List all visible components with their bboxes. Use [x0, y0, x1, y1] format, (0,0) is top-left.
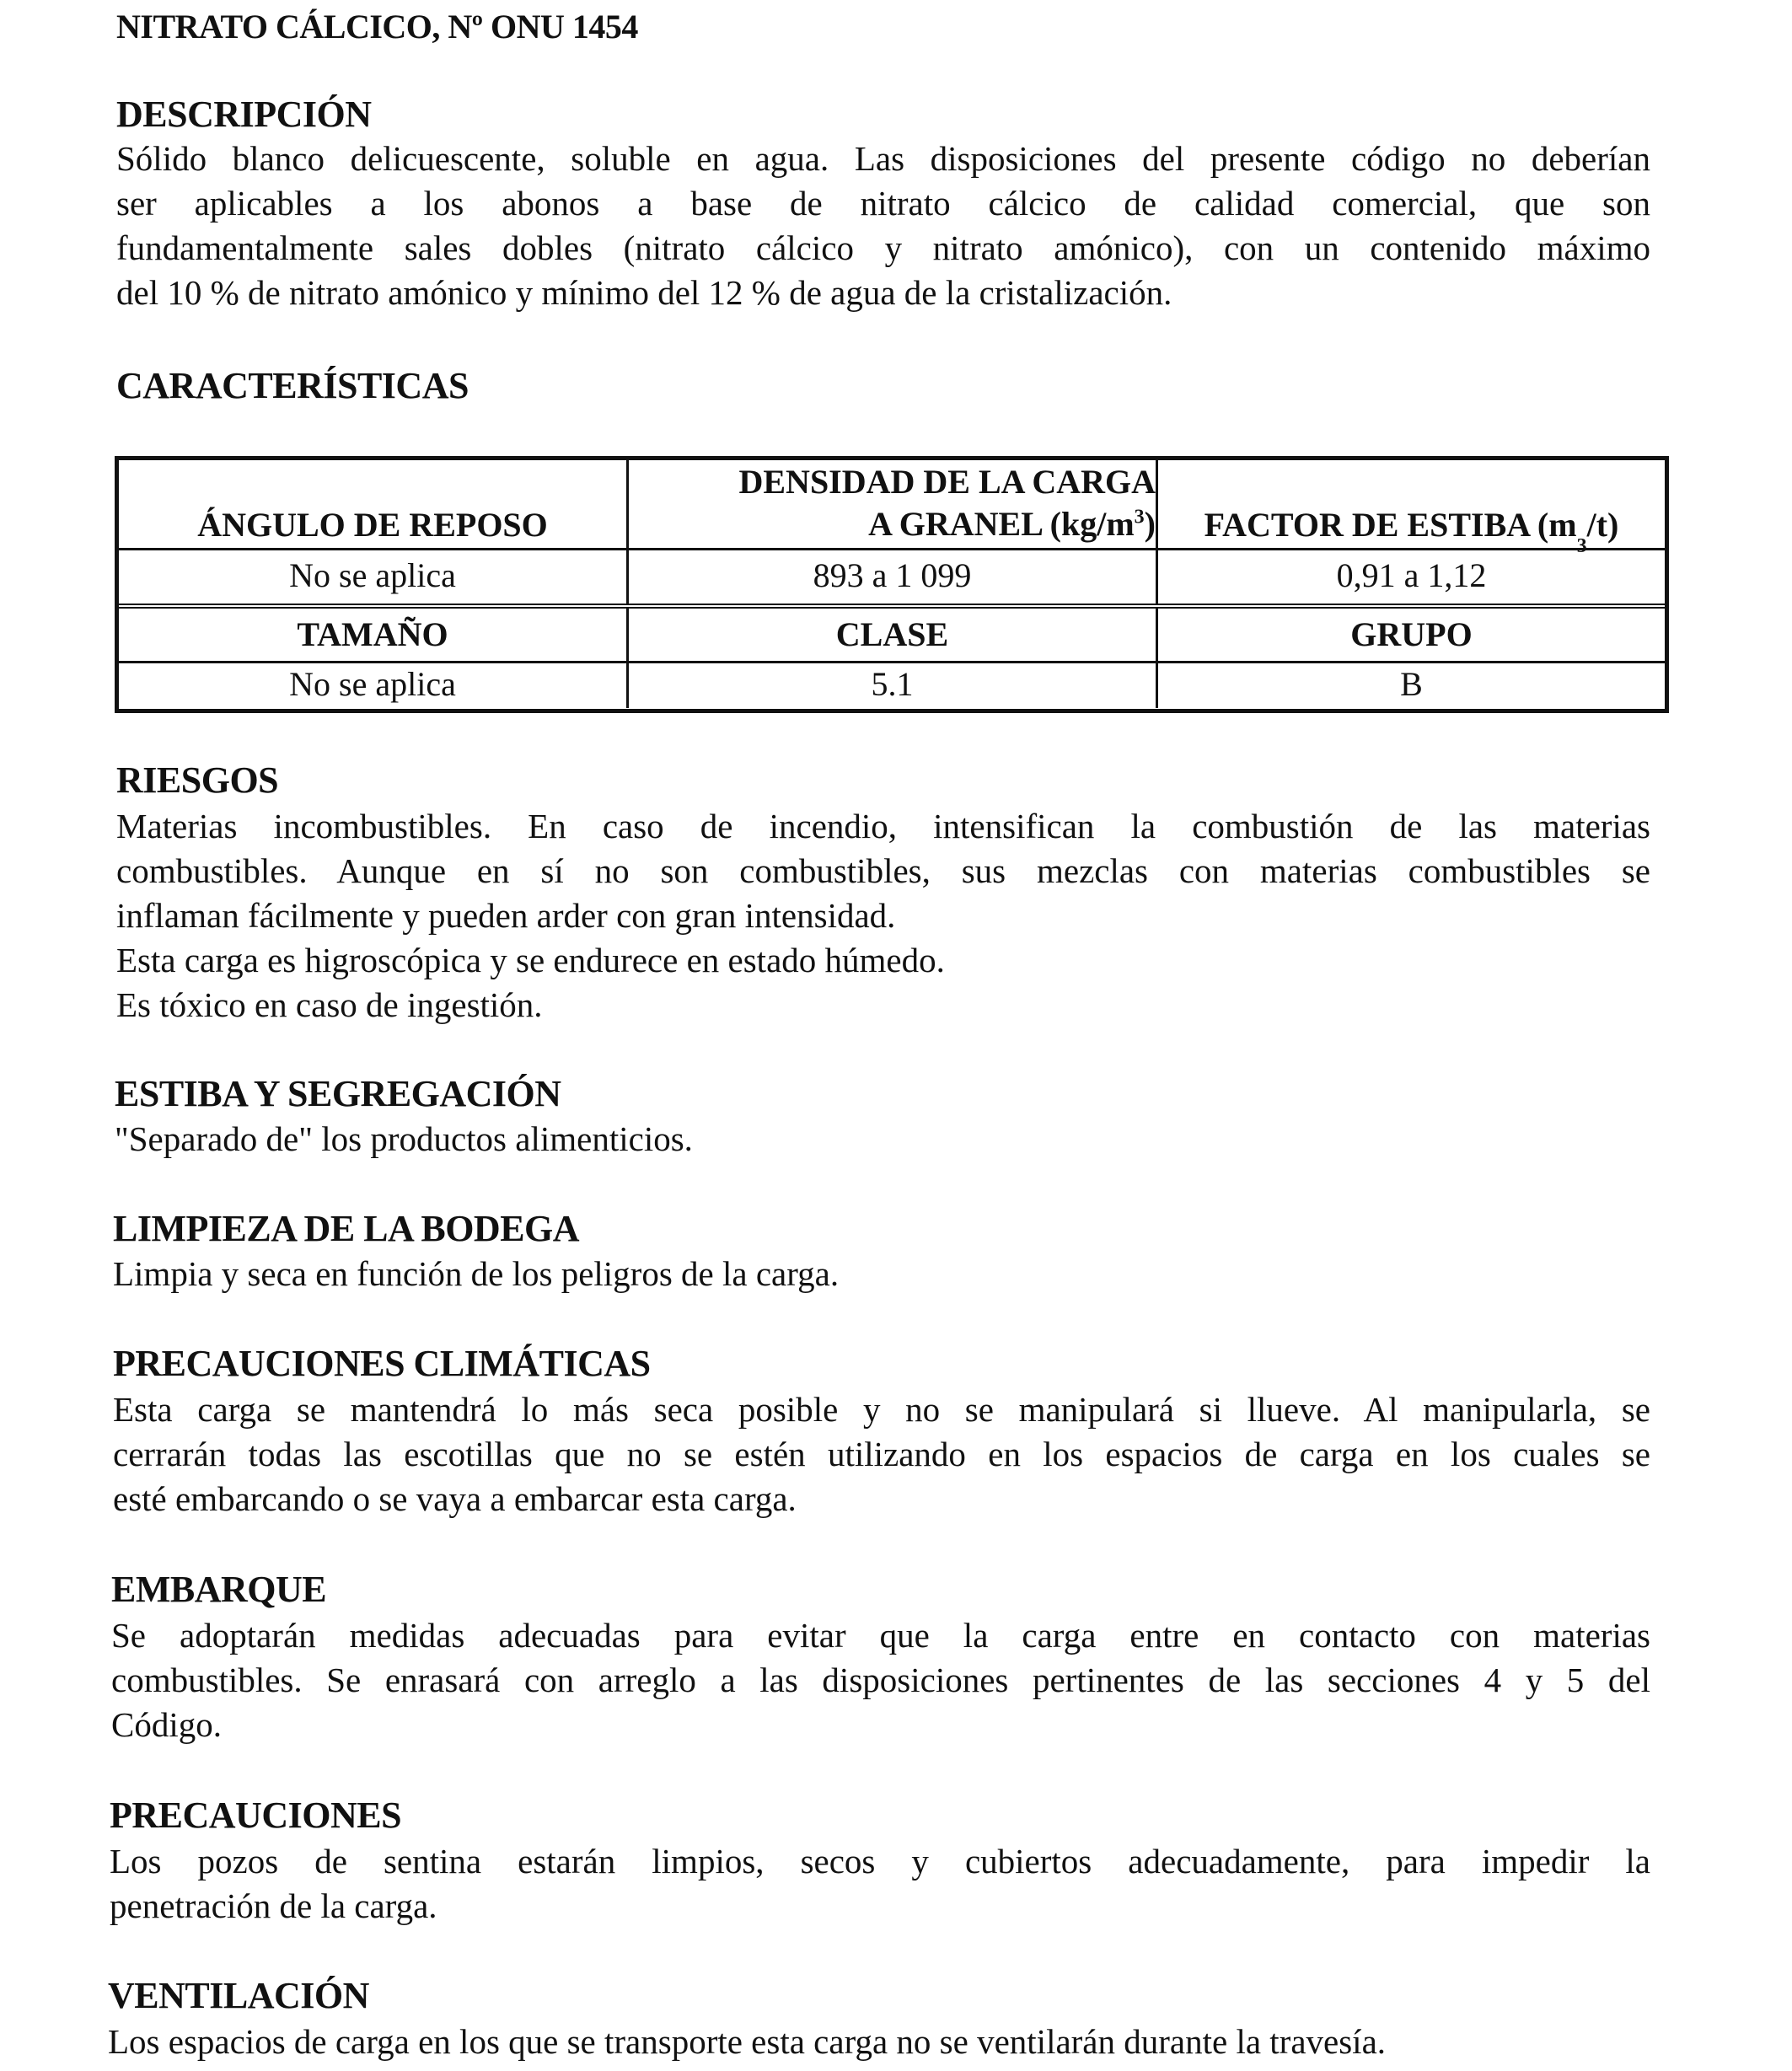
estiba-heading: ESTIBA Y SEGREGACIÓN — [115, 1073, 561, 1114]
climaticas-text — [113, 1387, 1650, 1521]
riesgos-line: Materias incombustibles. En caso de incendio, intensifican la combustión de las materias — [116, 807, 1650, 845]
estiba-text — [115, 1117, 1649, 1162]
precauciones-line: Los pozos de sentina estarán limpios, secos y cubiertos adecuadamente, para impedir la — [110, 1842, 1650, 1881]
riesgos-heading: RIESGOS — [116, 759, 279, 801]
cell-angulo: No se aplica — [119, 548, 629, 604]
riesgos-line: combustibles. Aunque en sí no son combustibles, sus mezclas con materias combustibles se — [116, 851, 1650, 890]
table-row — [119, 548, 1665, 609]
cell-densidad: 893 a 1 099 — [629, 548, 1158, 604]
ventilacion-heading: VENTILACIÓN — [108, 1975, 369, 2016]
embarque-line: Código. — [111, 1705, 222, 1744]
climaticas-heading: PRECAUCIONES CLIMÁTICAS — [113, 1343, 651, 1384]
descripcion-text — [116, 137, 1650, 315]
table-header-row — [119, 460, 1665, 557]
header-angulo: ÁNGULO DE REPOSO — [119, 460, 629, 548]
climaticas-line: esté embarcando o se vaya a embarcar esta carga. — [113, 1479, 797, 1518]
descripcion-heading: DESCRIPCIÓN — [116, 94, 372, 135]
characteristics-table — [115, 456, 1669, 713]
header-densidad-line1: DENSIDAD DE LA CARGA — [738, 463, 1156, 501]
riesgos-line: Es tóxico en caso de ingestión. — [116, 985, 543, 1024]
riesgos-text — [116, 804, 1650, 1027]
ventilacion-line: Los espacios de carga en los que se transporte esta carga no se ventilarán durante la travesía. — [108, 2022, 1387, 2061]
embarque-text — [111, 1613, 1650, 1747]
climaticas-line: cerrarán todas las escotillas que no se estén utilizando en los espacios de carga en los cuales se — [113, 1435, 1650, 1473]
limpieza-text — [113, 1252, 1647, 1296]
caracteristicas-heading: CARACTERÍSTICAS — [116, 365, 469, 406]
descripcion-line: del 10 % de nitrato amónico y mínimo del 12 % de agua de la cristalización. — [116, 273, 1172, 312]
cell-grupo: B — [1400, 665, 1423, 703]
descripcion-line: ser aplicables a los abonos a base de nitrato cálcico de calidad comercial, que son — [116, 184, 1650, 223]
precauciones-line: penetración de la carga. — [110, 1886, 437, 1925]
limpieza-line: Limpia y seca en función de los peligros de la carga. — [113, 1254, 840, 1293]
riesgos-line: inflaman fácilmente y pueden arder con gran intensidad. — [116, 896, 896, 935]
descripcion-line: Sólido blanco delicuescente, soluble en agua. Las disposiciones del presente código no deberían — [116, 139, 1650, 178]
cell-clase: 5.1 — [629, 661, 1158, 708]
table-header-row — [119, 609, 1665, 663]
riesgos-line: Esta carga es higroscópica y se endurece en estado húmedo. — [116, 941, 945, 979]
precauciones-text — [110, 1839, 1650, 1929]
header-factor: FACTOR DE ESTIBA (m 3 /t) — [1204, 506, 1619, 557]
descripcion-line: fundamentalmente sales dobles (nitrato cálcico y nitrato amónico), con un contenido máximo — [116, 228, 1650, 267]
embarque-line: Se adoptarán medidas adecuadas para evitar que la carga entre en contacto con materias — [111, 1616, 1650, 1655]
limpieza-heading: LIMPIEZA DE LA BODEGA — [113, 1208, 580, 1249]
embarque-heading: EMBARQUE — [111, 1569, 327, 1610]
ventilacion-text — [108, 2020, 1650, 2064]
cell-factor: 0,91 a 1,12 — [1336, 556, 1487, 594]
header-clase: CLASE — [629, 609, 1158, 661]
cell-tamano: No se aplica — [119, 661, 629, 708]
precauciones-heading: PRECAUCIONES — [110, 1795, 402, 1836]
table-row — [119, 661, 1665, 708]
estiba-line: "Separado de" los productos alimenticios. — [115, 1119, 693, 1158]
document-title: NITRATO CÁLCICO, Nº ONU 1454 — [116, 8, 638, 46]
header-densidad — [629, 460, 1158, 548]
header-grupo: GRUPO — [1350, 615, 1473, 653]
header-densidad-line2: A GRANEL $(kg/m^3)$ — [868, 505, 1156, 543]
header-tamano: TAMAÑO — [119, 609, 629, 661]
embarque-line: combustibles. Se enrasará con arreglo a las disposiciones pertinentes de las secciones 4 y 5 del — [111, 1661, 1650, 1699]
climaticas-line: Esta carga se mantendrá lo más seca posible y no se manipulará si llueve. Al manipularla, se — [113, 1390, 1650, 1429]
